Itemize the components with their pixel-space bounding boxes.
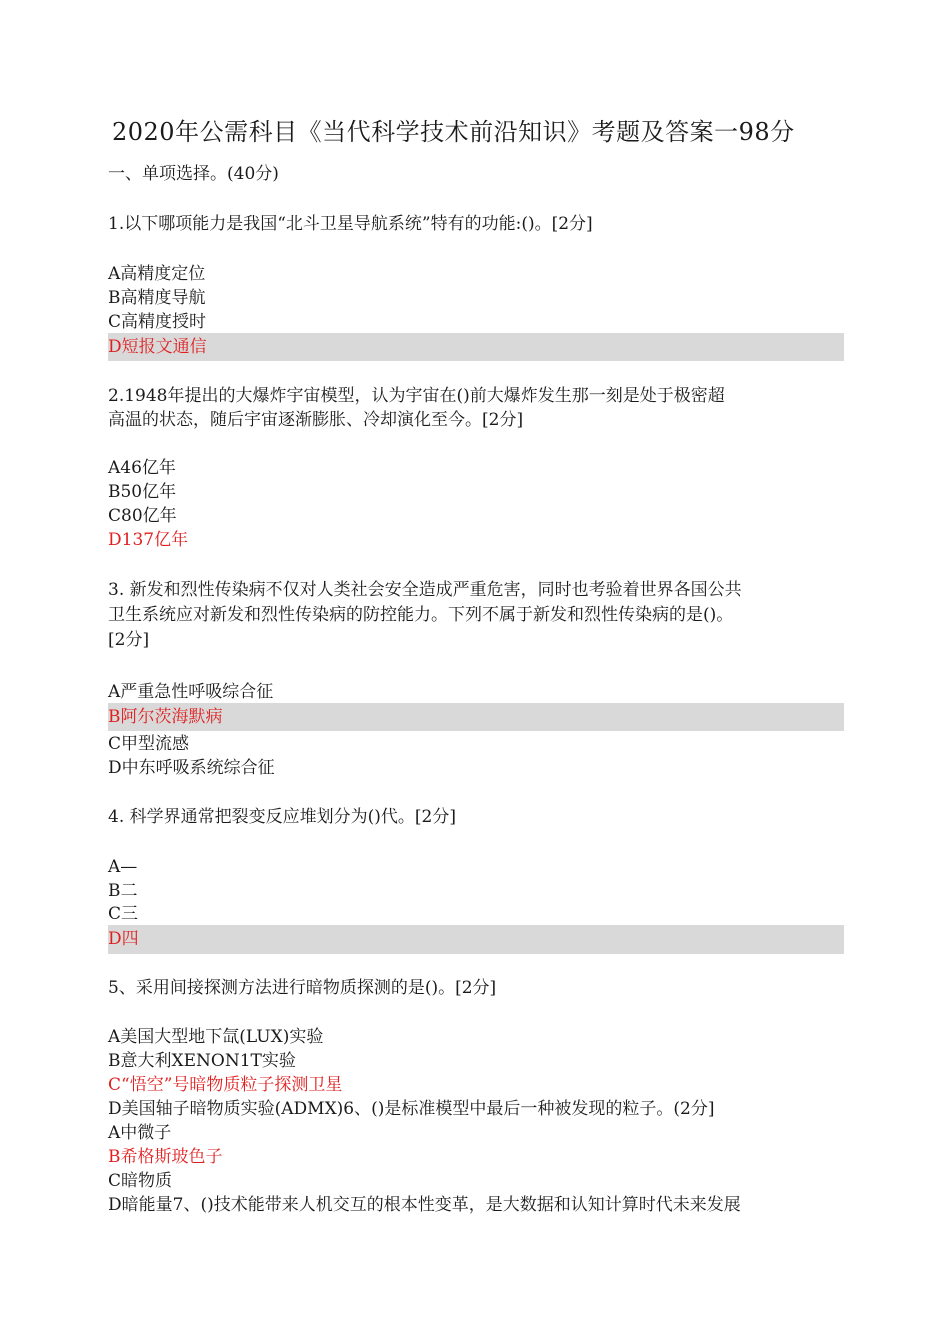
question-3-text-line1: 3. 新发和烈性传染病不仅对人类社会安全造成严重危害，同时也考验着世界各国公共: [108, 580, 742, 600]
section-heading: 一、单项选择。(40分): [108, 164, 279, 184]
q2-option-c: C80亿年: [108, 506, 177, 526]
q6-option-a: A中微子: [108, 1123, 172, 1143]
q5-option-d-and-question-6: D美国轴子暗物质实验(ADMX)6、()是标准模型中最后一种被发现的粒子。(2分]: [108, 1099, 715, 1119]
question-2-text-line1: 2.1948年提出的大爆炸宇宙模型，认为宇宙在()前大爆炸发生那一刻是处于极密超: [108, 386, 725, 406]
q2-option-a: A46亿年: [108, 458, 176, 478]
question-1-text: 1.以下哪项能力是我国“北斗卫星导航系统”特有的功能:()。[2分]: [108, 214, 593, 234]
q3-option-d: D中东呼吸系统综合征: [108, 758, 275, 778]
q1-option-c: C高精度授时: [108, 312, 207, 332]
q1-option-d-answer: D短报文通信: [108, 333, 844, 361]
q4-option-c: C三: [108, 904, 139, 924]
q3-option-a: A严重急性呼吸综合征: [108, 682, 274, 702]
q4-option-a: A—: [108, 857, 138, 877]
question-3-text-line3: [2分]: [108, 630, 150, 650]
question-3-text-line2: 卫生系统应对新发和烈性传染病的防控能力。下列不属于新发和烈性传染病的是()。: [108, 605, 734, 625]
question-4-text: 4. 科学界通常把裂变反应堆划分为()代。[2分]: [108, 807, 456, 827]
q4-option-b: B二: [108, 881, 138, 901]
q6-option-d-and-question-7: D暗能量7、()技术能带来人机交互的根本性变革，是大数据和认知计算时代未来发展: [108, 1195, 741, 1215]
question-5-text: 5、采用间接探测方法进行暗物质探测的是()。[2分]: [108, 978, 497, 998]
q4-option-d-answer: D四: [108, 925, 844, 954]
document-title: 2020年公需科目《当代科学技术前沿知识》考题及答案一98分: [112, 118, 795, 146]
q2-option-b: B50亿年: [108, 482, 177, 502]
q6-option-b-answer: B希格斯玻色子: [108, 1147, 223, 1167]
q2-option-d-answer: D137亿年: [108, 530, 189, 550]
q5-option-b: B意大利XENON1T实验: [108, 1051, 296, 1071]
q3-option-b-answer: B阿尔茨海默病: [108, 703, 844, 731]
q3-option-c: C甲型流感: [108, 734, 190, 754]
q5-option-a: A美国大型地下氙(LUX)实验: [108, 1027, 324, 1047]
q1-option-a: A高精度定位: [108, 264, 206, 284]
q6-option-c: C暗物质: [108, 1171, 173, 1191]
question-2-text-line2: 高温的状态，随后宇宙逐渐膨胀、冷却演化至今。[2分]: [108, 410, 524, 430]
q1-option-b: B高精度导航: [108, 288, 206, 308]
q5-option-c-answer: C“悟空”号暗物质粒子探测卫星: [108, 1075, 343, 1095]
